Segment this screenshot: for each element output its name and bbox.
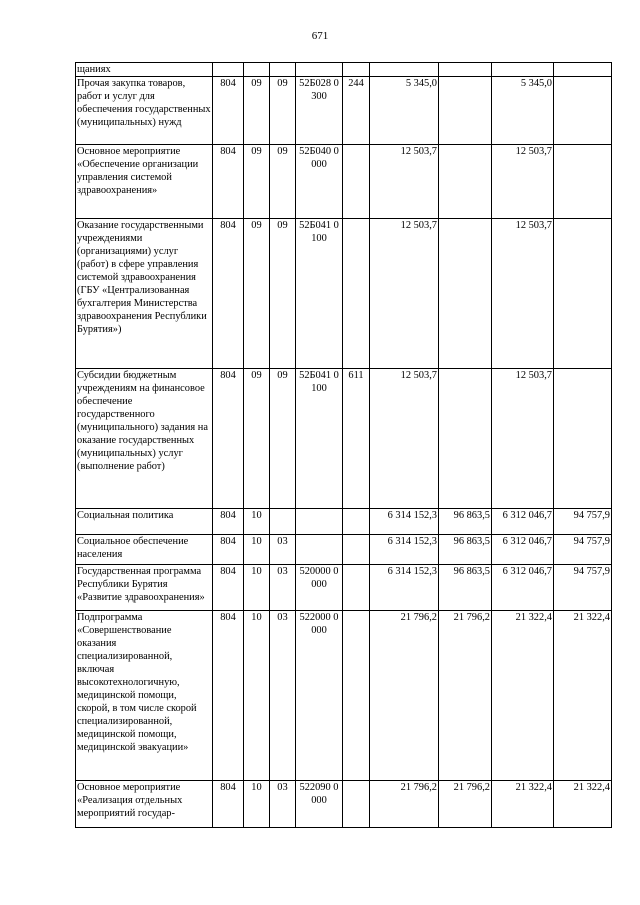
amount-federal-1: 96 863,5	[439, 509, 492, 535]
ministry-code: 804	[213, 565, 244, 611]
expense-type-code	[343, 145, 370, 219]
amount-total-1: 21 796,2	[370, 781, 439, 828]
section-code: 09	[244, 145, 270, 219]
expense-type-code	[343, 535, 370, 565]
amount-total-1	[370, 63, 439, 77]
amount-total-2: 12 503,7	[492, 219, 554, 369]
expense-type-code: 611	[343, 369, 370, 509]
section-code: 10	[244, 781, 270, 828]
target-article-code: 52Б041 0100	[296, 369, 343, 509]
item-name: Подпрограмма «Совершенствование оказания специализированной, включая высокотехнологичную, медицинской помощи, скорой, в том числе скорой специализированной, медицинской помощи, медицинской эвакуации»	[76, 611, 213, 781]
item-name: Прочая закупка товаров, работ и услуг для обеспечения государственных (муниципальных) нужд	[76, 77, 213, 145]
item-name: Оказание государственными учреждениями (организациями) услуг (работ) в сфере управления системой здравоохранения (ГБУ «Централизованная бухгалтерия Министерства здравоохранения Республики Бурятия»)	[76, 219, 213, 369]
target-article-code: 520000 0000	[296, 565, 343, 611]
expense-type-code	[343, 219, 370, 369]
amount-total-2: 12 503,7	[492, 145, 554, 219]
section-code: 09	[244, 77, 270, 145]
amount-federal-1: 96 863,5	[439, 535, 492, 565]
item-name: Основное мероприятие «Обеспечение организации управления системой здравоохранения»	[76, 145, 213, 219]
expense-type-code	[343, 509, 370, 535]
amount-federal-1: 21 796,2	[439, 611, 492, 781]
amount-federal-1	[439, 77, 492, 145]
subsection-code: 03	[270, 535, 296, 565]
table-row	[76, 77, 612, 145]
amount-total-1: 12 503,7	[370, 369, 439, 509]
section-code: 10	[244, 535, 270, 565]
table-row	[76, 565, 612, 611]
item-name: Основное мероприятие «Реализация отдельных мероприятий государ-	[76, 781, 213, 828]
section-code: 10	[244, 611, 270, 781]
expense-type-code	[343, 611, 370, 781]
table-row	[76, 509, 612, 535]
amount-federal-2: 94 757,9	[554, 535, 612, 565]
table-row	[76, 535, 612, 565]
subsection-code: 03	[270, 781, 296, 828]
section-code: 09	[244, 219, 270, 369]
amount-total-2: 21 322,4	[492, 611, 554, 781]
amount-total-2: 6 312 046,7	[492, 509, 554, 535]
amount-total-2: 12 503,7	[492, 369, 554, 509]
table-row	[76, 781, 612, 828]
amount-total-1: 6 314 152,3	[370, 535, 439, 565]
ministry-code: 804	[213, 219, 244, 369]
amount-federal-1	[439, 369, 492, 509]
ministry-code: 804	[213, 145, 244, 219]
ministry-code: 804	[213, 509, 244, 535]
amount-total-1: 6 314 152,3	[370, 565, 439, 611]
table-row	[76, 369, 612, 509]
amount-federal-2	[554, 77, 612, 145]
table-body	[76, 63, 612, 828]
amount-federal-2: 21 322,4	[554, 611, 612, 781]
amount-total-1: 21 796,2	[370, 611, 439, 781]
budget-table	[75, 62, 612, 828]
subsection-code: 03	[270, 565, 296, 611]
target-article-code: 52Б041 0100	[296, 219, 343, 369]
subsection-code: 09	[270, 145, 296, 219]
item-name: Государственная программа Республики Бурятия «Развитие здравоохранения»	[76, 565, 213, 611]
subsection-code	[270, 509, 296, 535]
amount-total-1: 5 345,0	[370, 77, 439, 145]
amount-total-2: 6 312 046,7	[492, 535, 554, 565]
amount-federal-2	[554, 145, 612, 219]
ministry-code: 804	[213, 369, 244, 509]
amount-total-2: 6 312 046,7	[492, 565, 554, 611]
amount-federal-1	[439, 63, 492, 77]
amount-federal-2	[554, 219, 612, 369]
expense-type-code	[343, 565, 370, 611]
amount-total-2	[492, 63, 554, 77]
amount-total-1: 12 503,7	[370, 219, 439, 369]
page-number: 671	[311, 30, 329, 42]
subsection-code: 09	[270, 369, 296, 509]
ministry-code: 804	[213, 77, 244, 145]
section-code: 10	[244, 565, 270, 611]
amount-federal-2: 94 757,9	[554, 565, 612, 611]
target-article-code: 52Б040 0000	[296, 145, 343, 219]
section-code: 09	[244, 369, 270, 509]
subsection-code: 09	[270, 77, 296, 145]
table-row	[76, 219, 612, 369]
table-row	[76, 611, 612, 781]
amount-federal-1	[439, 219, 492, 369]
amount-federal-2	[554, 369, 612, 509]
ministry-code	[213, 63, 244, 77]
item-name: щаниях	[76, 63, 213, 77]
target-article-code: 522090 0000	[296, 781, 343, 828]
amount-total-2: 21 322,4	[492, 781, 554, 828]
subsection-code: 09	[270, 219, 296, 369]
amount-total-1: 6 314 152,3	[370, 509, 439, 535]
amount-federal-2: 21 322,4	[554, 781, 612, 828]
amount-federal-1: 96 863,5	[439, 565, 492, 611]
expense-type-code	[343, 781, 370, 828]
ministry-code: 804	[213, 781, 244, 828]
table-row	[76, 63, 612, 77]
target-article-code: 522000 0000	[296, 611, 343, 781]
expense-type-code: 244	[343, 77, 370, 145]
amount-federal-1: 21 796,2	[439, 781, 492, 828]
section-code: 10	[244, 509, 270, 535]
amount-total-1: 12 503,7	[370, 145, 439, 219]
target-article-code	[296, 509, 343, 535]
ministry-code: 804	[213, 535, 244, 565]
subsection-code	[270, 63, 296, 77]
amount-federal-2: 94 757,9	[554, 509, 612, 535]
subsection-code: 03	[270, 611, 296, 781]
section-code	[244, 63, 270, 77]
table-row	[76, 145, 612, 219]
amount-total-2: 5 345,0	[492, 77, 554, 145]
ministry-code: 804	[213, 611, 244, 781]
amount-federal-1	[439, 145, 492, 219]
target-article-code: 52Б028 0300	[296, 77, 343, 145]
target-article-code	[296, 535, 343, 565]
expense-type-code	[343, 63, 370, 77]
item-name: Субсидии бюджетным учреждениям на финансовое обеспечение государственного (муниципального) задания на оказание государственных (муниципальных) услуг (выполнение работ)	[76, 369, 213, 509]
amount-federal-2	[554, 63, 612, 77]
item-name: Социальное обеспечение населения	[76, 535, 213, 565]
target-article-code	[296, 63, 343, 77]
item-name: Социальная политика	[76, 509, 213, 535]
